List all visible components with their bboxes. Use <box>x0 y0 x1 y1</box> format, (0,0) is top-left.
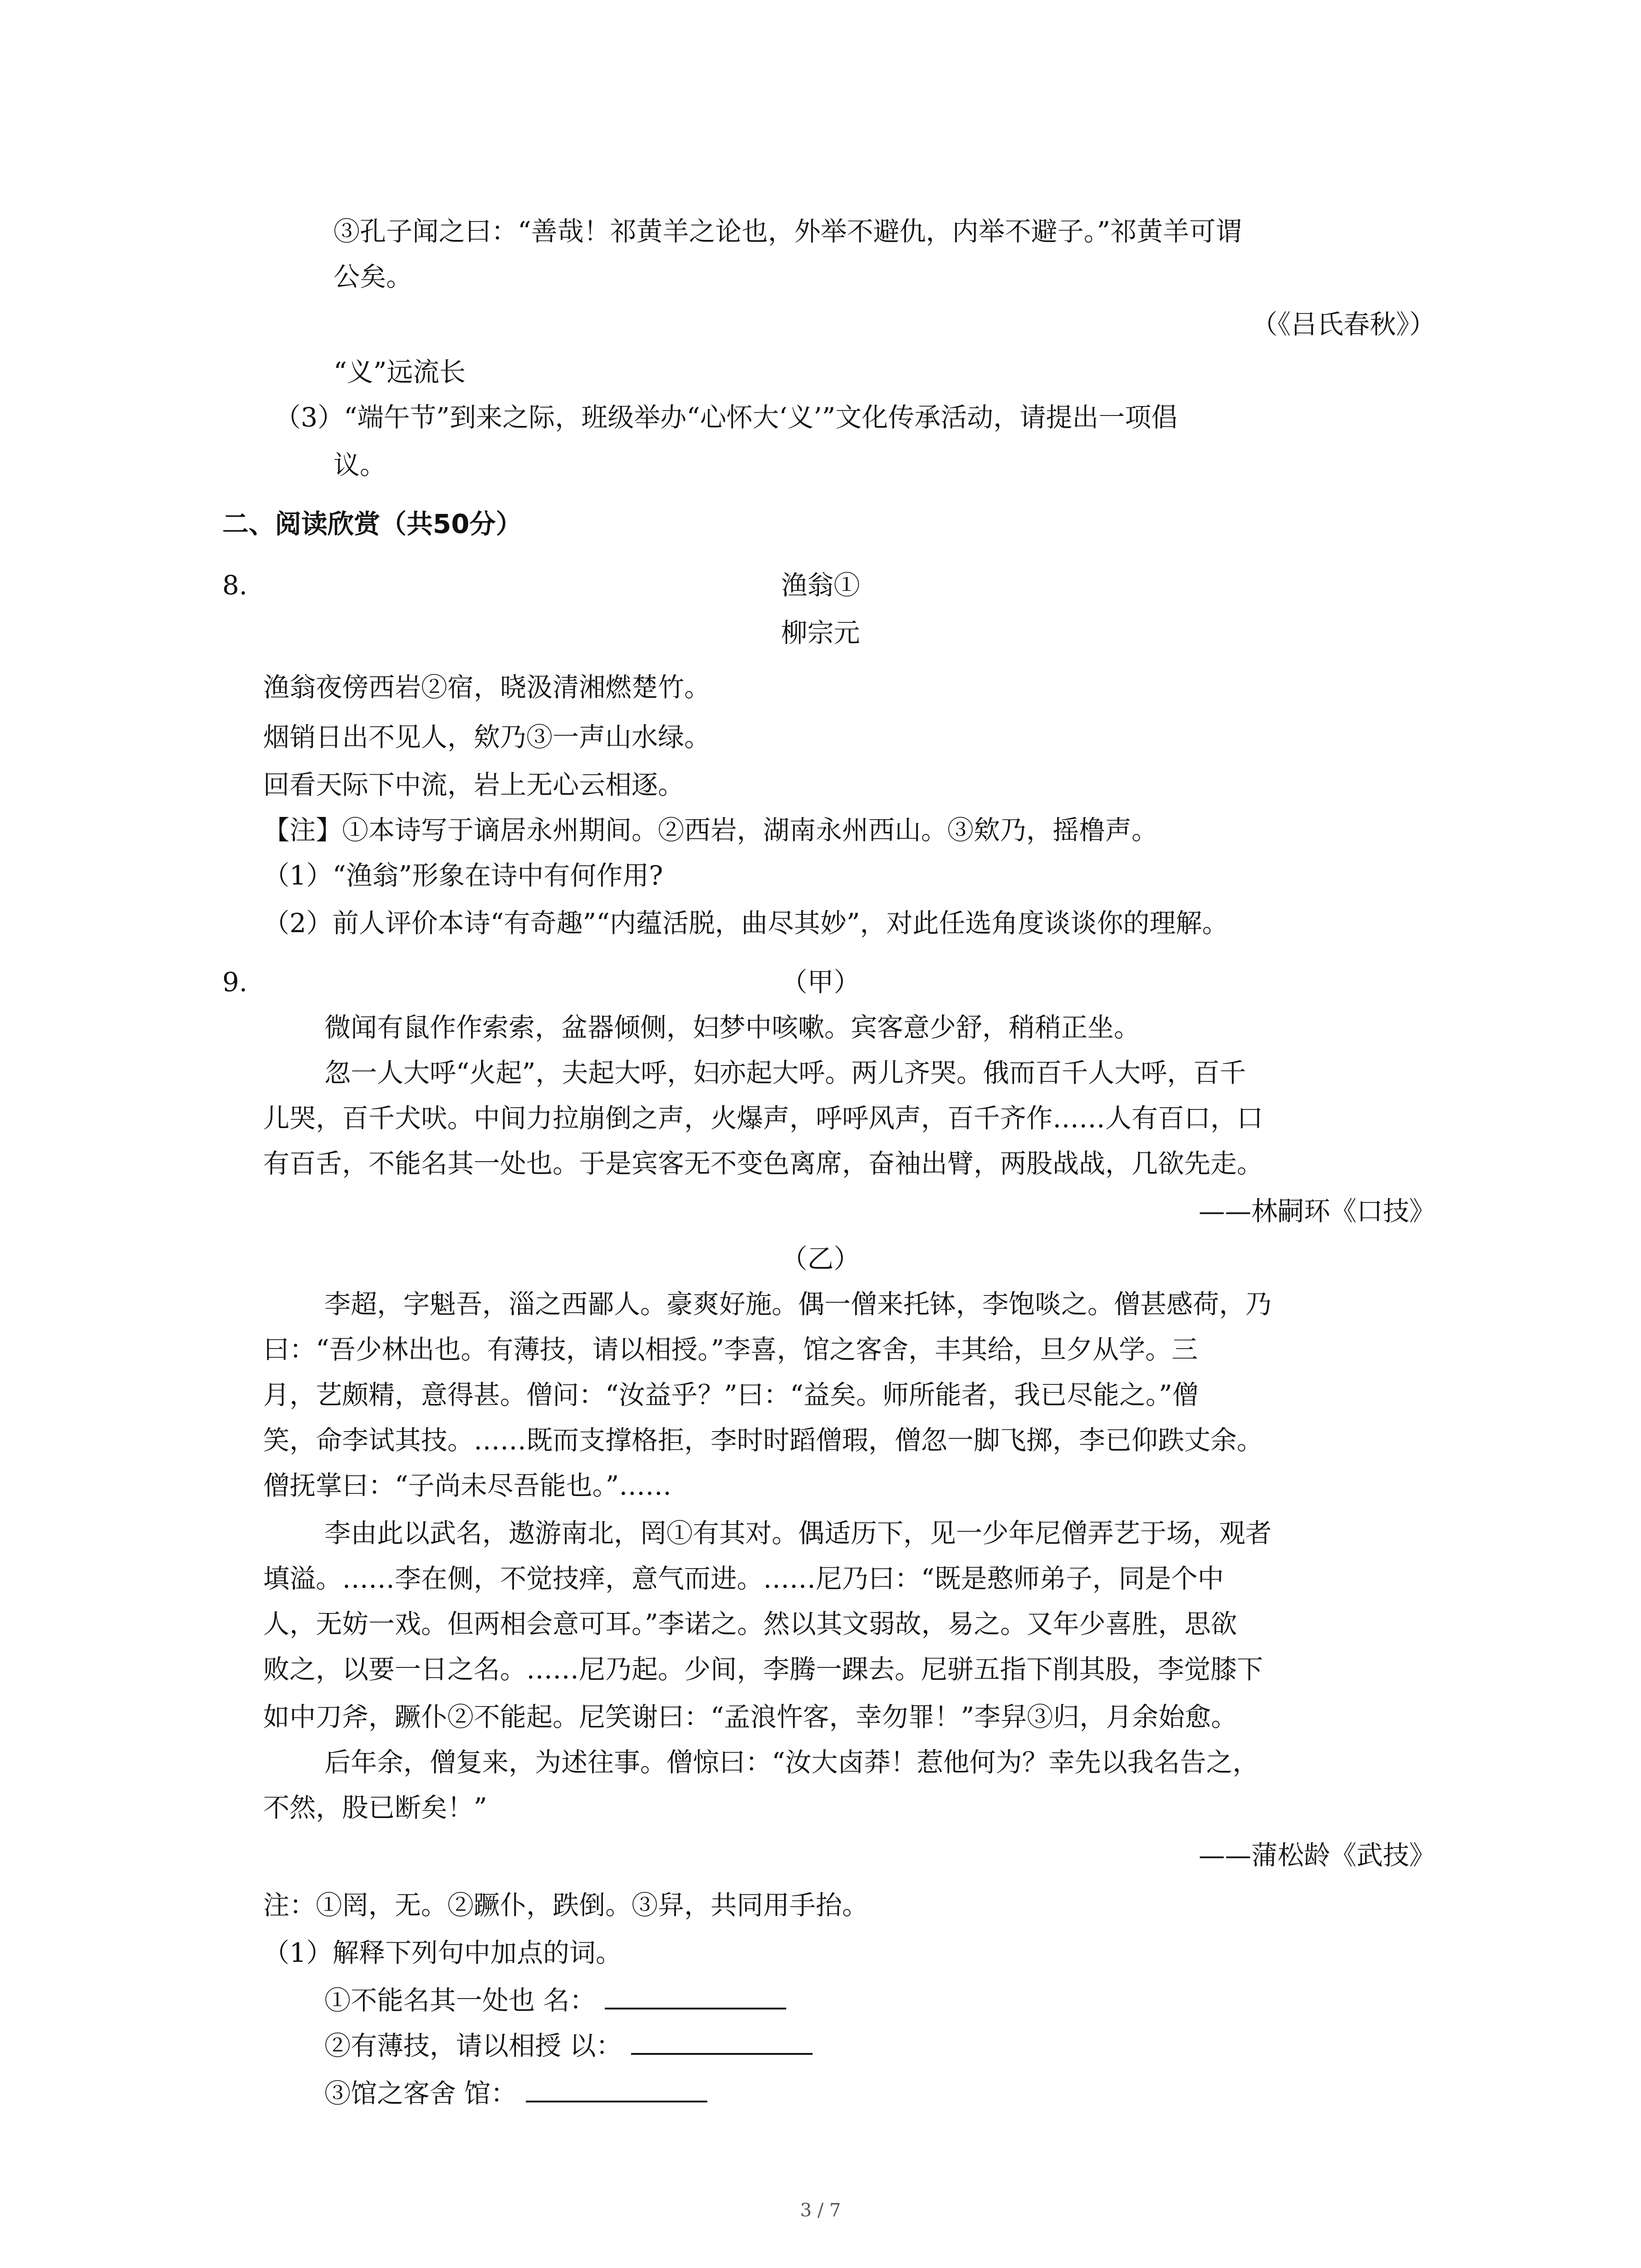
poem-line: 烟销日出不见人，欸乃③一声山水绿。 <box>263 722 711 753</box>
source-citation: （《吕氏春秋》） <box>1251 309 1435 340</box>
sub-question: （1）“渔翁”形象在诗中有何作用? <box>263 860 663 891</box>
section-heading: 二、阅读欣赏（共50分） <box>222 508 522 539</box>
poem-line: 渔翁夜傍西岩②宿，晓汲清湘燃楚竹。 <box>263 672 711 703</box>
poem-note: 【注】①本诗写于谪居永州期间。②西岩，湖南永州西山。③欸乃，摇橹声。 <box>263 815 1158 846</box>
question-3: （3）“端午节”到来之际，班级举办“心怀大‘义’”文化传承活动，请提出一项倡 <box>274 402 1178 433</box>
passage-line: 如中刀斧，蹶仆②不能起。尼笑谢曰：“孟浪忤客，幸勿罪！”李舁③归，月余始愈。 <box>263 1701 1238 1732</box>
passage-line: 儿哭，百千犬吠。中间力拉崩倒之声，火爆声，呼呼风声，百千齐作……人有百口，口 <box>263 1103 1264 1134</box>
passage-line: 曰：“吾少林出也。有薄技，请以相授。”李喜，馆之客舍，丰其给，旦夕从学。三 <box>263 1334 1198 1365</box>
passage-line: 笑，命李试其技。……既而支撑格拒，李时时蹈僧瑕，僧忽一脚飞掷，李已仰跌丈余。 <box>263 1425 1264 1456</box>
sub-question: （2）前人评价本诗“有奇趣”“内蕴活脱，曲尽其妙”，对此任选角度谈谈你的理解。 <box>263 908 1229 938</box>
answer-item-label: ①不能名其一处也 名： <box>324 1985 596 2016</box>
page-number: 3 / 7 <box>800 2200 841 2221</box>
poem-line: 回看天际下中流，岩上无心云相逐。 <box>263 769 685 800</box>
passage-line: 后年余，僧复来，为述往事。僧惊曰：“汝大卤莽！惹他何为？幸先以我名告之， <box>324 1747 1259 1778</box>
passage-label-jia: （甲） <box>781 967 860 997</box>
question-number: 9. <box>222 967 248 997</box>
passage-source: ——蒲松龄《武技》 <box>1198 1840 1435 1871</box>
quote-line: 公矣。 <box>333 261 413 292</box>
subheading: “义”远流长 <box>333 357 466 387</box>
answer-item <box>324 2028 813 2064</box>
question-3-cont: 议。 <box>333 450 387 480</box>
answer-item-label: ③馆之客舍 馆： <box>324 2078 517 2109</box>
passage-line: 僧抚掌曰：“子尚未尽吾能也。”…… <box>263 1470 672 1501</box>
quote-line: ③孔子闻之曰：“善哉！祁黄羊之论也，外举不避仇，内举不避子。”祁黄羊可谓 <box>333 216 1242 247</box>
answer-item <box>324 2075 707 2112</box>
passage-line: 人，无妨一戏。但两相会意可耳。”李诺之。然以其文弱故，易之。又年少喜胜，思欲 <box>263 1608 1237 1639</box>
sub-question: （1）解释下列句中加点的词。 <box>263 1937 622 1968</box>
passage-line: 有百舌，不能名其一处也。于是宾客无不变色离席，奋袖出臂，两股战战，几欲先走。 <box>263 1148 1264 1179</box>
passage-line: 李由此以武名，遨游南北，罔①有其对。偶适历下，见一少年尼僧弄艺于场，观者 <box>324 1518 1272 1549</box>
question-number: 8. <box>222 570 248 601</box>
passage-line: 忽一人大呼“火起”，夫起大呼，妇亦起大呼。两儿齐哭。俄而百千人大呼，百千 <box>324 1057 1246 1088</box>
answer-item-label: ②有薄技，请以相授 以： <box>324 2030 622 2061</box>
passage-source: ——林嗣环《口技》 <box>1198 1196 1435 1227</box>
passage-line: 微闻有鼠作作索索，盆器倾侧，妇梦中咳嗽。宾客意少舒，稍稍正坐。 <box>324 1012 1141 1043</box>
passage-line: 填溢。……李在侧，不觉技痒，意气而进。……尼乃曰：“既是憨师弟子，同是个中 <box>263 1563 1224 1594</box>
passage-line: 李超，字魁吾，淄之西鄙人。豪爽好施。偶一僧来托钵，李饱啖之。僧甚感荷，乃 <box>324 1289 1272 1320</box>
passage-note: 注：①罔，无。②蹶仆，跌倒。③舁，共同用手抬。 <box>263 1890 869 1921</box>
poem-title: 渔翁① <box>781 570 860 601</box>
passage-line: 败之，以要一日之名。……尼乃起。少间，李腾一踝去。尼骈五指下削其股，李觉膝下 <box>263 1654 1264 1685</box>
answer-blank[interactable] <box>631 2028 813 2055</box>
answer-blank[interactable] <box>605 1982 786 2009</box>
passage-label-yi: （乙） <box>781 1243 860 1274</box>
answer-item <box>324 1982 786 2019</box>
answer-blank[interactable] <box>526 2075 707 2102</box>
poem-author: 柳宗元 <box>781 617 860 648</box>
passage-line: 月，艺颇精，意得甚。僧问：“汝益乎？”曰：“益矣。师所能者，我已尽能之。”僧 <box>263 1379 1199 1410</box>
passage-line: 不然，股已断矣！” <box>263 1792 487 1823</box>
